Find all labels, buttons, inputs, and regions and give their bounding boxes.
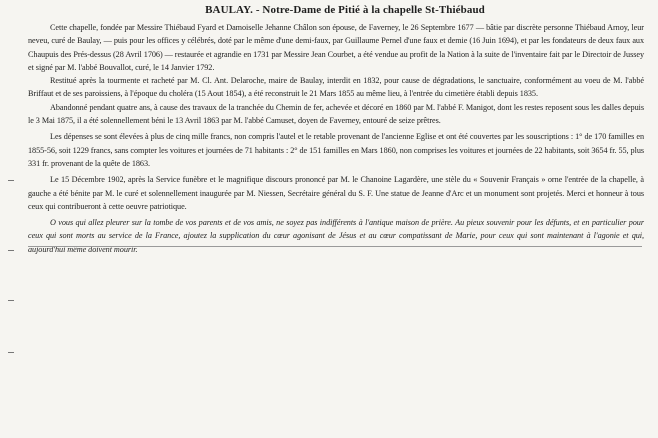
paragraph-expenses: Les dépenses se sont élevées à plus de cinq mille francs, non compris l'autel et le retable provenant de l'ancienne Eglise et ont été couvertes par les souscriptions : 1° de 170 familles en 1855-56, soit 1229 francs, sans compter les voitures et journées de 71 habitants : 2° de 151 familles en Mars 1860, non comprises les voitures et journées de 22 habitants, soit 3654 fr. 55, plus 331 fr. provenant de la quête de 1863. <box>28 132 644 168</box>
section-divider <box>28 246 642 247</box>
margin-mark <box>8 180 14 181</box>
paragraph-monument: Le 15 Décembre 1902, après la Service funèbre et le magnifique discours prononcé par M. le Chanoine Lagardère, une stèle du « Souvenir Français » orne l'entrée de la chapelle, à gauche a été bénite par M. le curé et solennellement inaugurée par M. Niessen, Secrétaire général du S. F. Une statue de Jeanne d'Arc et un monument sont projetés. Merci et honneur à tous ceux qui contribueront à cette oeuvre patriotique. <box>28 175 644 211</box>
paragraph-foundation: Cette chapelle, fondée par Messire Thiébaud Fyard et Damoiselle Jehanne Châlon son épouse, de Faverney, le 26 Septembre 1677 — bâtie par discrète personne Thiébaud Arnoy, leur neveu, curé de Baulay, — puis pour les offices y célébrés, doté par le même d'une demi-faux, par Guillaume Pernel d'une faux et demie (16 Juin 1694), et par les fondateurs de deux faux aux Chaupuis des Prés-dessus (28 Avril 1706) — restaurée et agrandie en 1731 par Messire Jean Courbet, a été vendue au profit de la Nation à la suite de l'inventaire fait par le Directoir de Jussey et signé par M. l'abbé Bouvallot, curé, le 14 Janvier 1792. <box>28 23 644 72</box>
margin-mark <box>8 250 14 251</box>
paragraph-benediction: Abandonné pendant quatre ans, à cause des travaux de la tranchée du Chemin de fer, achevée et décoré en 1860 par M. l'abbé F. Manigot, dont les restes reposent sous les dalles depuis le 3 Mai 1875, il a été solennellement béni le 13 Avril 1863 par M. l'abbé Camuset, doyen de Faverney, entouré de seize prêtres. <box>28 102 644 126</box>
paragraph-restoration: Restitué après la tourmente et racheté par M. Cl. Ant. Delaroche, maire de Baulay, interdit en 1832, pour cause de dégradations, le sanctuaire, conformément au voeu de M. l'abbé Briffaut et de ses paroissiens, à l'époque du choléra (15 Aout 1854), a été reconstruit le 21 Mars 1855 au même lieu, à l'entrée du cimetière établi depuis 1835. <box>28 76 644 99</box>
margin-mark <box>8 300 14 301</box>
prayer-text: O vous qui allez pleurer sur la tombe de vos parents et de vos amis, ne soyez pas indifférents à l'antique maison de prière. Au pieux souvenir pour les défunts, et en particulier pour ceux qui sont morts au service de la France, ajoutez la supplication du cœur agonisant de Jésus et au cœur compatissant de Marie, pour ceux qui sont maintenant à l'agonie et qui, aujourd'hui même doivent mourir. <box>28 218 644 254</box>
document-title: BAULAY. - Notre-Dame de Pitié à la chapelle St-Thiébaud <box>205 4 485 16</box>
margin-mark <box>8 352 14 353</box>
